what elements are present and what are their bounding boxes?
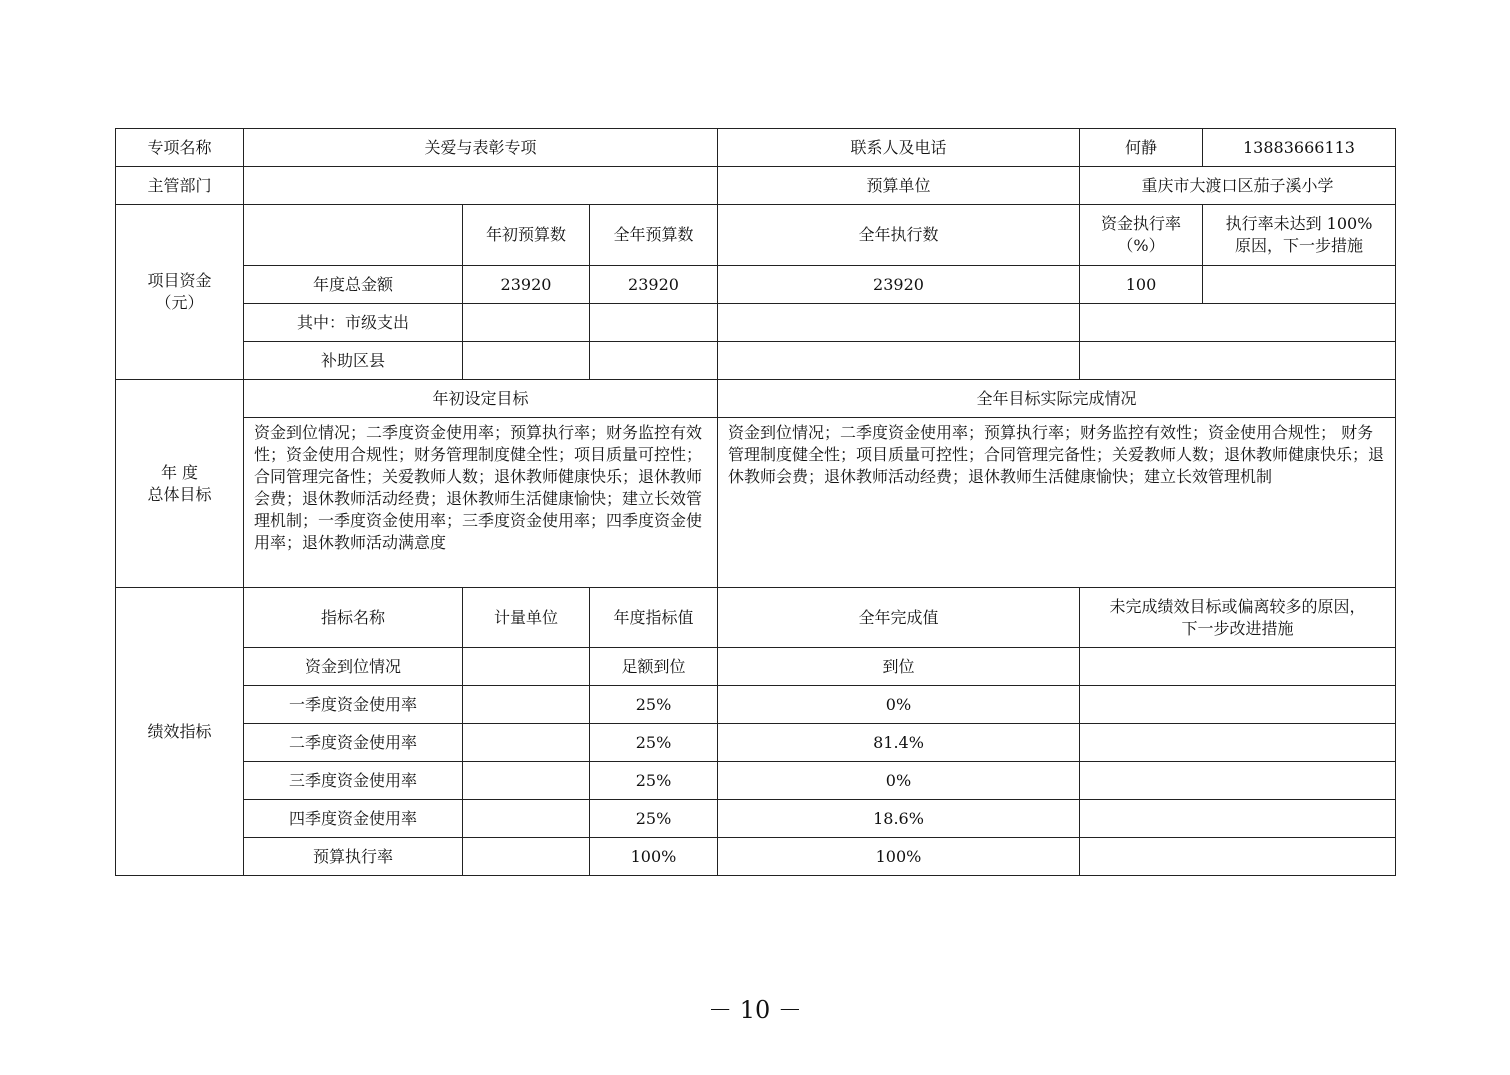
table-row [116, 686, 1396, 724]
col-indicator-target: 年度指标值 [590, 588, 718, 648]
indicator-target: 25% [590, 800, 718, 838]
indicator-target: 25% [590, 724, 718, 762]
funds-row-full [590, 304, 718, 342]
indicator-target: 100% [590, 838, 718, 876]
indicator-unit [463, 762, 590, 800]
indicator-unit [463, 724, 590, 762]
indicator-unit [463, 648, 590, 686]
table-row [116, 838, 1396, 876]
funds-row-initial: 23920 [463, 266, 590, 304]
contact-phone: 13883666113 [1203, 129, 1396, 167]
indicator-target: 足额到位 [590, 648, 718, 686]
indicator-name: 预算执行率 [244, 838, 463, 876]
indicator-actual: 0% [718, 762, 1080, 800]
funds-header-blank [244, 205, 463, 266]
col-exec-rate: 资金执行率 （%） [1080, 205, 1203, 266]
indicator-reason [1080, 838, 1396, 876]
funds-row [116, 304, 1396, 342]
col-indicator-name: 指标名称 [244, 588, 463, 648]
indicator-reason [1080, 800, 1396, 838]
funds-row-executed [718, 342, 1080, 380]
col-rate-reason: 执行率未达到 100% 原因，下一步措施 [1203, 205, 1396, 266]
budget-unit-value: 重庆市大渡口区茄子溪小学 [1080, 167, 1396, 205]
funds-row-full: 23920 [590, 266, 718, 304]
indicator-name: 资金到位情况 [244, 648, 463, 686]
indicator-unit [463, 800, 590, 838]
table-row [116, 724, 1396, 762]
funds-row-executed: 23920 [718, 266, 1080, 304]
indicator-actual: 18.6% [718, 800, 1080, 838]
funds-row-label: 补助区县 [244, 342, 463, 380]
indicator-name: 二季度资金使用率 [244, 724, 463, 762]
col-full-budget: 全年预算数 [590, 205, 718, 266]
indicator-actual: 100% [718, 838, 1080, 876]
funds-row-executed [718, 304, 1080, 342]
indicator-unit [463, 686, 590, 724]
funds-row-reason [1203, 266, 1396, 304]
col-indicator-actual: 全年完成值 [718, 588, 1080, 648]
col-full-executed: 全年执行数 [718, 205, 1080, 266]
funds-row-label: 其中：市级支出 [244, 304, 463, 342]
actual-goals-header: 全年目标实际完成情况 [718, 380, 1396, 418]
indicator-target: 25% [590, 686, 718, 724]
indicator-unit [463, 838, 590, 876]
page-number: － 10 － [708, 996, 802, 1024]
table-row [116, 648, 1396, 686]
indicator-reason [1080, 724, 1396, 762]
initial-goals-header: 年初设定目标 [244, 380, 718, 418]
dept-label: 主管部门 [116, 167, 244, 205]
funds-row-label: 年度总金额 [244, 266, 463, 304]
indicator-name: 四季度资金使用率 [244, 800, 463, 838]
indicator-reason [1080, 648, 1396, 686]
indicator-reason [1080, 686, 1396, 724]
funds-row [116, 266, 1396, 304]
project-name-label: 专项名称 [116, 129, 244, 167]
funds-row-rate [1080, 342, 1396, 380]
actual-goals-text: 资金到位情况；二季度资金使用率；预算执行率；财务监控有效性；资金使用合规性； 财务管理制度健全性；项目质量可控性；合同管理完备性；关爱教师人数；退休教师健康快乐；退休教师会费；退休教师活动经费；退休教师生活健康愉快；建立长效管理机制 [718, 418, 1396, 588]
contact-name: 何静 [1080, 129, 1203, 167]
goals-section-label: 年 度 总体目标 [116, 380, 244, 588]
funds-row-rate: 100 [1080, 266, 1203, 304]
initial-goals-text: 资金到位情况；二季度资金使用率；预算执行率；财务监控有效性；资金使用合规性；财务管理制度健全性；项目质量可控性；合同管理完备性；关爱教师人数；退休教师健康快乐；退休教师会费；退休教师活动经费；退休教师生活健康愉快；建立长效管理机制；一季度资金使用率；三季度资金使用率；四季度资金使用率；退休教师活动满意度 [244, 418, 718, 588]
indicator-target: 25% [590, 762, 718, 800]
funds-row-initial [463, 304, 590, 342]
indicator-actual: 到位 [718, 648, 1080, 686]
performance-table [115, 128, 1396, 876]
funds-row-rate [1080, 304, 1396, 342]
dept-value [244, 167, 718, 205]
indicator-actual: 0% [718, 686, 1080, 724]
table-row [116, 800, 1396, 838]
contact-label: 联系人及电话 [718, 129, 1080, 167]
indicator-name: 三季度资金使用率 [244, 762, 463, 800]
indicator-name: 一季度资金使用率 [244, 686, 463, 724]
table-row [116, 762, 1396, 800]
indicator-actual: 81.4% [718, 724, 1080, 762]
funds-row-full [590, 342, 718, 380]
funds-row [116, 342, 1396, 380]
col-initial-budget: 年初预算数 [463, 205, 590, 266]
col-indicator-reason: 未完成绩效目标或偏离较多的原因， 下一步改进措施 [1080, 588, 1396, 648]
funds-section-label: 项目资金 （元） [116, 205, 244, 380]
indicator-reason [1080, 762, 1396, 800]
budget-unit-label: 预算单位 [718, 167, 1080, 205]
funds-row-initial [463, 342, 590, 380]
indicators-section-label: 绩效指标 [116, 588, 244, 876]
col-indicator-unit: 计量单位 [463, 588, 590, 648]
project-name-value: 关爱与表彰专项 [244, 129, 718, 167]
